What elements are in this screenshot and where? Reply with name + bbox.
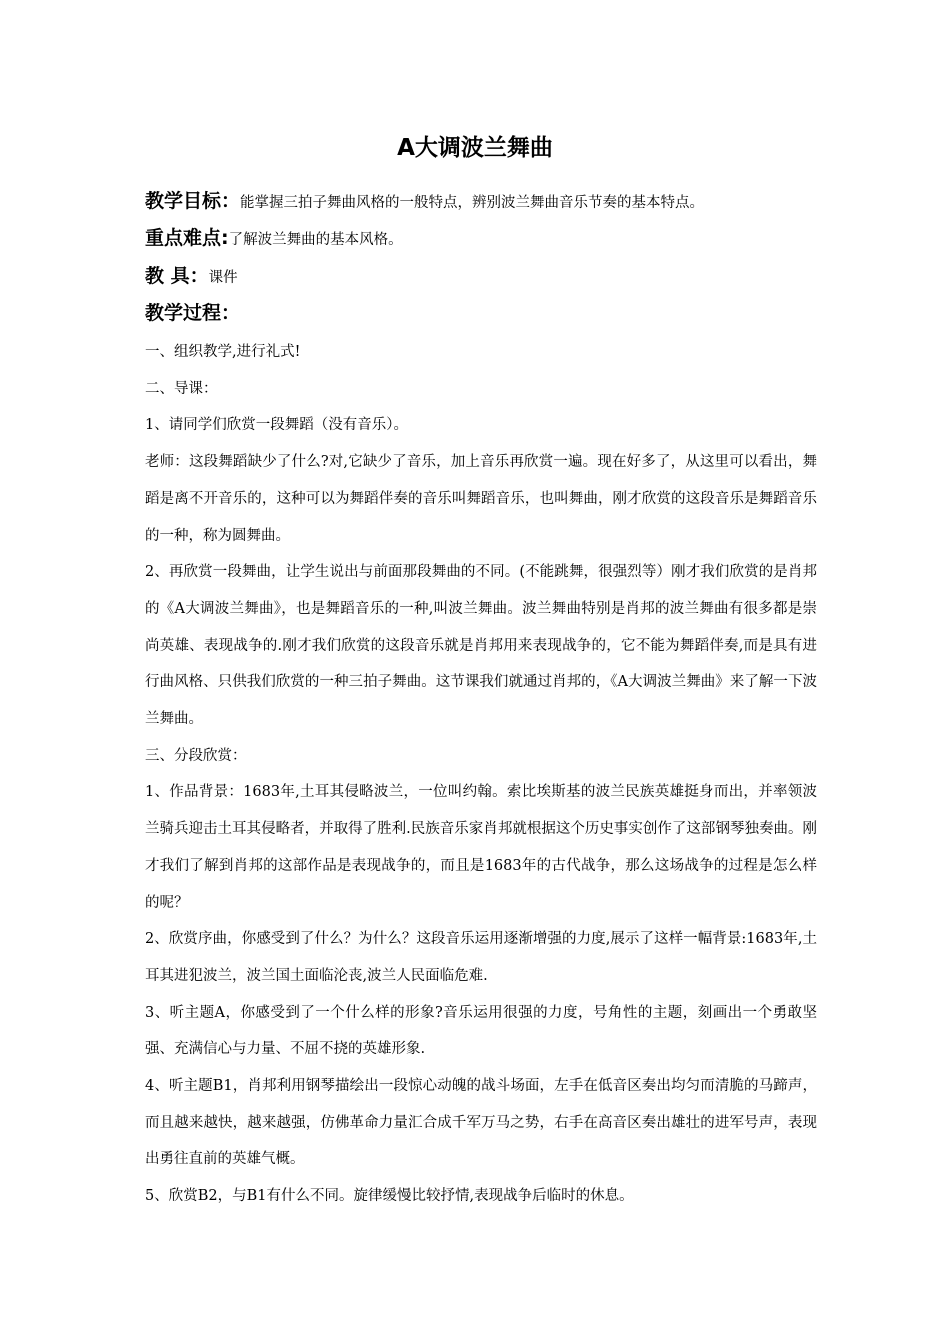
keypoint-line xyxy=(145,223,403,250)
paragraph: 3、听主题A，你感受到了一个什么样的形象?音乐运用很强的力度，号角性的主题，刻画出一个勇敢坚强、充满信心与力量、不屈不挠的英雄形象. xyxy=(145,1004,817,1058)
paragraph: 5、欣赏B2，与B1有什么不同。旋律缓慢比较抒情,表现战争后临时的休息。 xyxy=(145,1188,634,1205)
paragraph: 三、分段欣赏： xyxy=(145,747,247,764)
paragraph: 2、欣赏序曲，你感受到了什么？为什么？这段音乐运用逐渐增强的力度,展示了这样一幅背景:1683年,土耳其进犯波兰，波兰国土面临沦丧,波兰人民面临危难. xyxy=(145,931,817,984)
paragraph: 老师：这段舞蹈缺少了什么?对,它缺少了音乐，加上音乐再欣赏一遍。现在好多了，从这里可以看出，舞蹈是离不开音乐的，这种可以为舞蹈伴奏的音乐叫舞蹈音乐，也叫舞曲，刚才欣赏的这段音乐是舞蹈音乐的一种，称为圆舞曲。 xyxy=(145,454,817,544)
paragraph: 2、再欣赏一段舞曲，让学生说出与前面那段舞曲的不同。(不能跳舞，很强烈等）刚才我们欣赏的是肖邦的《A大调波兰舞曲》，也是舞蹈音乐的一种,叫波兰舞曲。波兰舞曲特别是肖邦的波兰舞曲有很多都是崇尚英雄、表现战争的.刚才我们欣赏的这段音乐就是肖邦用来表现战争的，它不能为舞蹈伴奏,而是具有进行曲风格、只供我们欣赏的一种三拍子舞曲。这节课我们就通过肖邦的，《A大调波兰舞曲》来了解一下波兰舞曲。 xyxy=(145,564,817,728)
objective-value: 能掌握三拍子舞曲风格的一般特点，辨别波兰舞曲音乐节奏的基本特点。 xyxy=(240,195,705,211)
paragraph: 1、作品背景：1683年,土耳其侵略波兰，一位叫约翰。索比埃斯基的波兰民族英雄挺身而出，并率领波兰骑兵迎击土耳其侵略者，并取得了胜利.民族音乐家肖邦就根据这个历史事实创作了这部钢琴独奏曲。刚才我们了解到肖邦的这部作品是表现战争的，而且是1683年的古代战争，那么这场战争的过程是怎么样的呢？ xyxy=(145,784,817,911)
process-line xyxy=(145,298,240,325)
paragraph: 一、组织教学,进行礼式! xyxy=(145,344,301,360)
paragraph: 4、听主题B1，肖邦利用钢琴描绘出一段惊心动魄的战斗场面，左手在低音区奏出均匀而清脆的马蹄声，而且越来越快，越来越强，仿佛革命力量汇合成千军万马之势，右手在高音区奏出雄壮的进军号声，表现出勇往直前的英雄气概。 xyxy=(145,1078,817,1168)
process-label: 教学过程： xyxy=(145,302,241,324)
objective-label: 教学目标： xyxy=(145,190,241,212)
tools-value: 课件 xyxy=(208,270,238,286)
tools-label: 教 具： xyxy=(145,265,209,287)
tools-line xyxy=(145,261,238,288)
keypoint-label: 重点难点: xyxy=(145,227,229,249)
paragraph: 1、请同学们欣赏一段舞蹈（没有音乐）。 xyxy=(145,417,408,434)
document-body xyxy=(145,334,817,1215)
objective-line xyxy=(145,186,704,213)
keypoint-value: 了解波兰舞曲的基本风格。 xyxy=(228,232,403,248)
document-title: A大调波兰舞曲 xyxy=(397,135,553,161)
paragraph: 二、导课： xyxy=(145,380,218,397)
